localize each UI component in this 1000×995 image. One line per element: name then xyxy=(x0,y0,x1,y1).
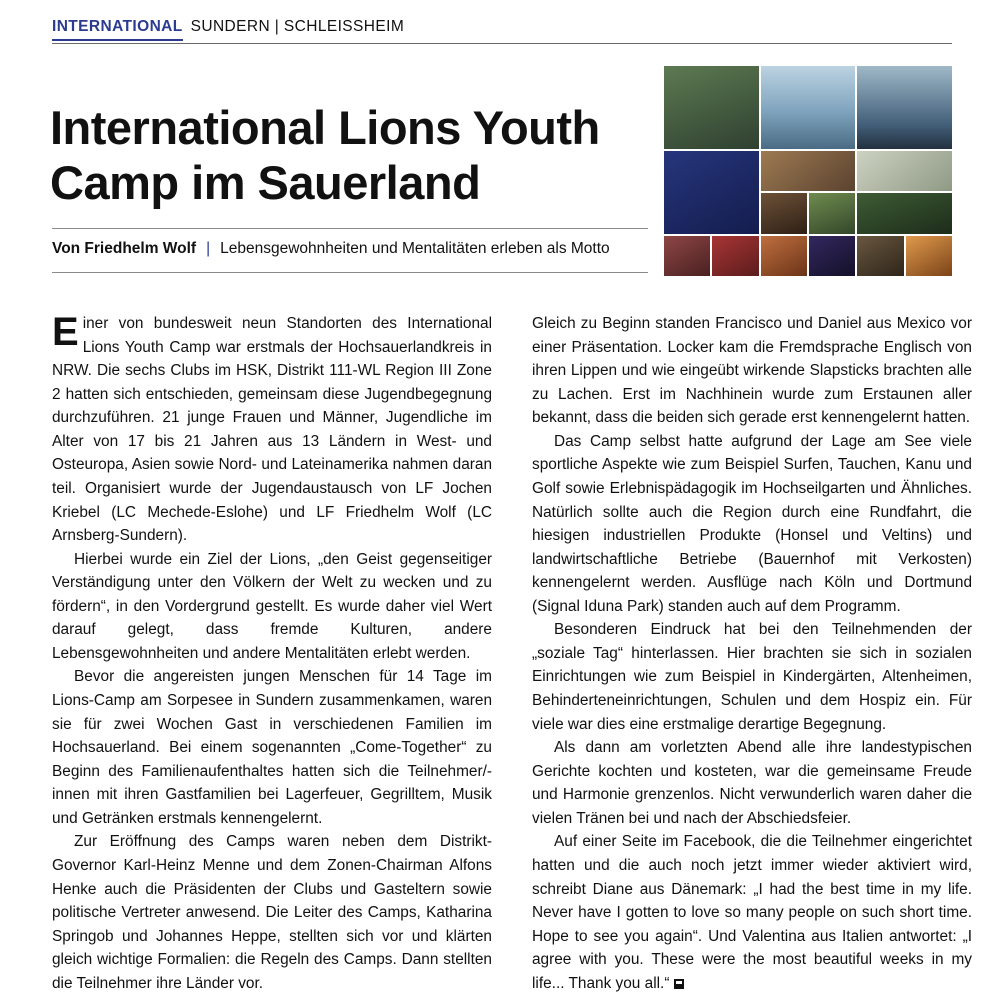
paragraph xyxy=(532,830,972,995)
paragraph xyxy=(52,830,492,995)
paragraph xyxy=(532,618,972,736)
byline-divider-top xyxy=(52,228,648,229)
paragraph-text: Hierbei wurde ein Ziel der Lions, „den Geist gegenseitiger Verständigung unter den Völkern der Welt zu wecken und zu fördern“, in den Vordergrund gestellt. Es wurde daher viel Wert darauf gelegt, dass fremde Kulturen, andere Lebensgewohnheiten und andere Mentalitäten erlebt werden. xyxy=(52,550,492,662)
photo-tile-church-interior xyxy=(761,193,807,233)
photo-tile-archery xyxy=(809,193,855,233)
dropcap: E xyxy=(52,310,79,354)
byline xyxy=(52,240,652,258)
paragraph xyxy=(532,430,972,619)
photo-tile-flag-ceremony xyxy=(857,151,952,191)
byline-subtitle: Lebensgewohnheiten und Mentalitäten erleben als Motto xyxy=(220,240,610,257)
kicker-secondary: SUNDERN | SCHLEISSHEIM xyxy=(190,18,405,35)
kicker-primary: INTERNATIONAL xyxy=(52,18,183,41)
paragraph xyxy=(52,665,492,830)
paragraph-text: iner von bundesweit neun Standorten des International Lions Youth Camp war erstmals der Hochsauerlandkreis in NRW. Die sechs Clubs im HSK, Distrikt 111-WL Region III Zone 2 hatten sich entschieden, gemeinsam diese Jugendbegegnung durchzuführen. 21 junge Frauen und Männer, Jugendliche im Alter von 17 bis 21 Jahren aus 13 Ländern in West- und Osteuropa, Asien sowie Nord- und Lateinamerika nahmen daran teil. Organisiert wurde der Jugendaustausch von LF Jochen Kriebel (LC Mechede-Eslohe) und LF Friedhelm Wolf (LC Arnsberg-Sundern). xyxy=(52,315,492,545)
paragraph xyxy=(52,548,492,666)
paragraph-text: Das Camp selbst hatte aufgrund der Lage am See viele sportliche Aspekte wie zum Beispiel Surfen, Tauchen, Kanu und Golf sowie Erlebnispädagogik im Hochseilgarten und Ähnliches. Natürlich sollte auch die Region durch eine Rundfahrt, die hiesigen industriellen Produkte (Honsel und Veltins) und landwirtschaftliche Betriebe (Bauernhof mit Verkosten) kennengelernt werden. Ausflüge nach Köln und Dortmund (Signal Iduna Park) standen auch auf dem Programm. xyxy=(532,432,972,615)
photo-tile-high-ropes-course xyxy=(857,193,952,233)
paragraph-text: Auf einer Seite im Facebook, die die Teilnehmer eingerichtet hatten und die auch noch jetzt immer wieder aktiviert wird, schreibt Diane aus Dänemark: „I had the best time in my life. Never have I gotten to love so many people on such short time. Hope to see you again“. Und Valentina aus Italien antwortet: „I agree with you. These were the most beautiful weeks in my life... Thank you all.“ xyxy=(532,833,972,992)
photo-tile-canoe-group xyxy=(761,151,856,191)
paragraph-text: Zur Eröffnung des Camps waren neben dem Distrikt-Governor Karl-Heinz Menne und dem Zonen-Chairman Alfons Henke auch die Präsidenten der Clubs und Gasteltern sowie politische Vertreter anwesend. Die Leiter des Camps, Katharina Springob und Johannes Heppe, stellten sich vor und klärten gleich wichtige Formalien: die Regeln des Camps. Dann stellten die Teilnehmer ihre Länder vor. xyxy=(52,833,492,992)
photo-tile-cooking-together xyxy=(761,236,807,276)
article-column-right xyxy=(532,312,972,995)
header-divider xyxy=(52,43,952,44)
paragraph-text: Gleich zu Beginn standen Francisco und Daniel aus Mexico vor einer Präsentation. Locker kam die Fremdsprache Englisch von ihren Lippen und wie eingeübt wirkende Slapsticks brachten alle zu Lachen. Erst im Nachhinein wurde zum Erstaunen aller bekannt, dass die beiden sich gerade erst kennengelernt hatten. xyxy=(532,315,972,427)
page-title: International Lions Youth Camp im Sauerland xyxy=(50,101,600,209)
photo-tile-farewell xyxy=(857,236,903,276)
paragraph xyxy=(52,312,492,548)
breadcrumb xyxy=(52,18,952,41)
byline-author: Von Friedhelm Wolf xyxy=(52,240,197,257)
photo-tile-windsurfer xyxy=(761,66,856,149)
photo-tile-group-of-campers xyxy=(664,66,759,149)
photo-tile-portrait-group xyxy=(664,236,710,276)
photo-tile-lake-shore xyxy=(857,66,952,149)
paragraph-text: Als dann am vorletzten Abend alle ihre landestypischen Gerichte kochten und kosteten, war die gemeinsame Freude und Harmonie grenzenlos. Nicht verwunderlich waren daher die vielen Tränen bei und nach der Abschiedsfeier. xyxy=(532,739,972,827)
paragraph-text: Bevor die angereisten jungen Menschen für 14 Tage im Lions-Camp am Sorpesee in Sundern zusammenkamen, waren sie für zwei Wochen Gast in verschiedenen Familien im Hochsauerland. Bei einem sogenannten „Come-Together“ zu Beginn des Familienaufenthaltes hatten sich die Teilnehmer/-innen mit ihren Gastfamilien bei Lagerfeuer, Gegrilltem, Musik und Getränken erstmals kennengelernt. xyxy=(52,668,492,827)
photo-tile-evening-party xyxy=(712,236,758,276)
paragraph xyxy=(532,312,972,430)
byline-divider-bottom xyxy=(52,272,648,273)
photo-tile-lions-banner xyxy=(664,151,759,234)
photo-tile-sunset-lake xyxy=(906,236,952,276)
paragraph xyxy=(532,736,972,830)
photo-tile-night-celebration xyxy=(809,236,855,276)
article-column-left xyxy=(52,312,492,995)
end-of-article-mark xyxy=(674,979,684,989)
byline-separator: | xyxy=(206,240,211,257)
photo-collage xyxy=(664,66,952,276)
paragraph-text: Besonderen Eindruck hat bei den Teilnehmenden der „soziale Tag“ hinterlassen. Hier brachten sie sich in sozialen Einrichtungen wie zum Beispiel in Kindergärten, Altenheimen, Behinderteneinrichtungen, Schulen und dem Hospiz ein. Für viele war dies eine erstmalige derartige Begegnung. xyxy=(532,621,972,733)
